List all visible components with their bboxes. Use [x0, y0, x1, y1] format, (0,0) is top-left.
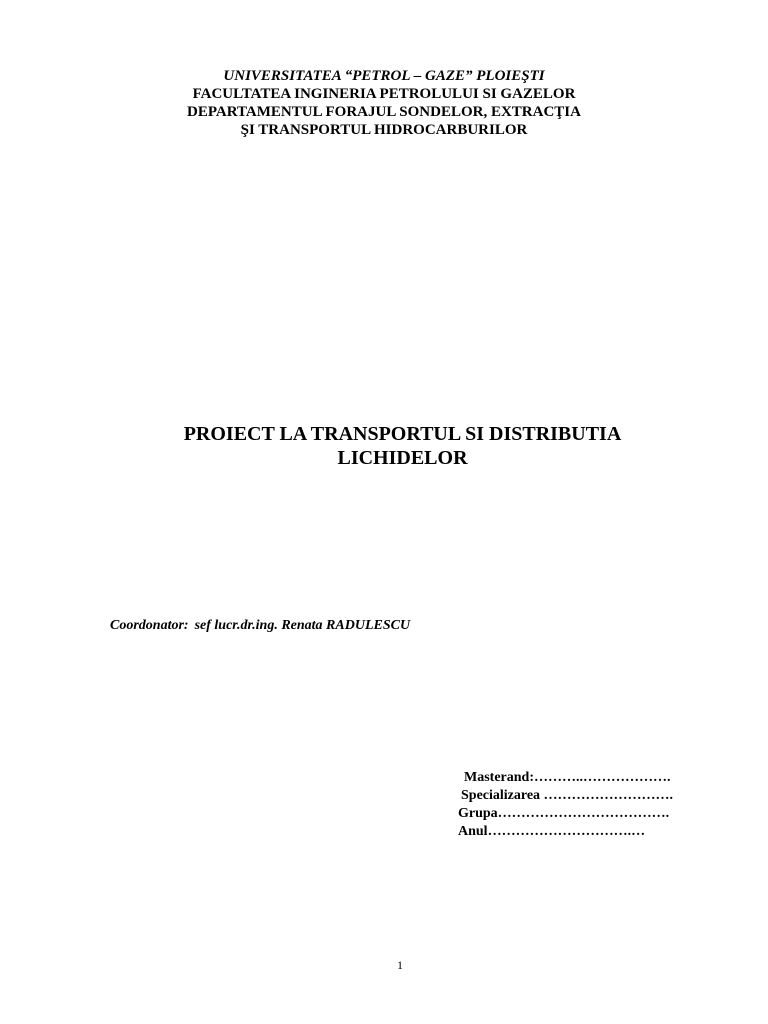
masterand-field: Masterand:………..………………. [464, 770, 671, 785]
institution-header [0, 67, 768, 139]
coordinator-label: Coordonator: [110, 618, 189, 633]
specializare-field: Specializarea ………………………. [461, 788, 674, 803]
page-number: 1 [397, 958, 403, 972]
department-name-line1: DEPARTAMENTUL FORAJUL SONDELOR, EXTRACŢIA [187, 104, 581, 120]
project-title [0, 422, 768, 470]
department-name-line2: ŞI TRANSPORTUL HIDROCARBURILOR [240, 122, 528, 138]
project-title-line1: PROIECT LA TRANSPORTUL SI DISTRIBUTIA [183, 423, 622, 445]
university-name: UNIVERSITATEA “PETROL – GAZE” PLOIEŞTI [223, 68, 545, 84]
project-title-line2: LICHIDELOR [337, 447, 468, 469]
faculty-name: FACULTATEA INGINERIA PETROLULUI SI GAZELOR [192, 86, 576, 102]
anul-field: Anul………………………….… [458, 824, 646, 839]
student-info-block [458, 769, 673, 841]
coordinator-line [110, 617, 410, 634]
coordinator-name: sef lucr.dr.ing. Renata RADULESCU [194, 618, 411, 633]
grupa-field: Grupa………………………………. [458, 806, 670, 821]
